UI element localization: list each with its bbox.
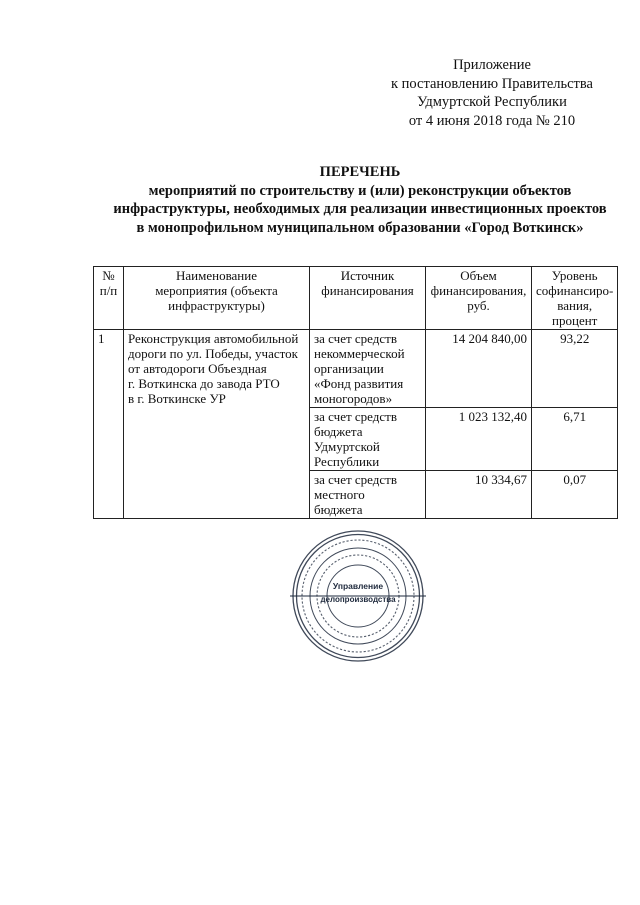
- official-seal-stamp: [290, 528, 426, 664]
- appendix-title: Приложение: [453, 57, 531, 73]
- row-num: 1: [94, 330, 124, 519]
- header-name-line: мероприятия (объекта: [155, 283, 278, 298]
- header-source: [310, 267, 426, 330]
- header-volume-line: Объем: [460, 268, 497, 283]
- funding-source-line: за счет средств: [314, 331, 397, 346]
- funding-volume-cell: 1 023 132,40: [426, 408, 532, 471]
- funding-source-cell: [310, 408, 426, 471]
- header-name-line: Наименование: [176, 268, 257, 283]
- measure-name-line: Реконструкция автомобильной: [128, 331, 299, 346]
- document-heading: [80, 163, 640, 237]
- measure-name-line: от автодороги Объездная: [128, 361, 267, 376]
- cofinancing-level-cell: 0,07: [532, 471, 618, 519]
- funding-volume-cell: 14 204 840,00: [426, 330, 532, 408]
- stamp-center-line2: делопроизводства: [320, 595, 396, 604]
- header-source-line: финансирования: [321, 283, 414, 298]
- document-title: ПЕРЕЧЕНЬ: [319, 164, 401, 180]
- document-subtitle-line2: инфраструктуры, необходимых для реализации инвестиционных проектов: [113, 201, 607, 217]
- header-volume: [426, 267, 532, 330]
- row-measure-name: [124, 330, 310, 519]
- measures-table: [93, 266, 618, 519]
- funding-source-line: местного: [314, 487, 365, 502]
- funding-source-line: «Фонд развития: [314, 376, 404, 391]
- table-row: [94, 330, 618, 408]
- header-volume-line: руб.: [467, 298, 490, 313]
- header-level-line: процент: [552, 313, 598, 328]
- table-header-row: [94, 267, 618, 330]
- cofinancing-level-cell: 6,71: [532, 408, 618, 471]
- header-level-line: вания,: [557, 298, 593, 313]
- measure-name-line: г. Воткинска до завода РТО: [128, 376, 280, 391]
- appendix-block: [372, 56, 612, 130]
- funding-volume-cell: 10 334,67: [426, 471, 532, 519]
- header-name-line: инфраструктуры): [168, 298, 265, 313]
- funding-source-cell: [310, 471, 426, 519]
- funding-source-line: Республики: [314, 454, 380, 469]
- funding-source-line: за счет средств: [314, 409, 397, 424]
- header-level-line: Уровень: [551, 268, 598, 283]
- measure-name-line: дороги по ул. Победы, участок: [128, 346, 298, 361]
- funding-source-line: Удмуртской: [314, 439, 380, 454]
- appendix-date: от 4 июня 2018 года № 210: [408, 112, 576, 129]
- funding-source-cell: [310, 330, 426, 408]
- appendix-decree: к постановлению Правительства: [391, 75, 593, 92]
- measure-name-line: в г. Воткинске УР: [128, 391, 226, 406]
- header-source-line: Источник: [340, 268, 395, 283]
- funding-source-line: бюджета: [314, 502, 363, 517]
- funding-source-line: бюджета: [314, 424, 363, 439]
- header-name: [124, 267, 310, 330]
- header-num-line: №: [102, 268, 115, 283]
- funding-source-line: за счет средств: [314, 472, 397, 487]
- header-volume-line: финансирования,: [430, 283, 527, 298]
- document-subtitle-line1: мероприятий по строительству и (или) реконструкции объектов: [148, 182, 572, 199]
- header-num: [94, 267, 124, 330]
- cofinancing-level-cell: 93,22: [532, 330, 618, 408]
- header-num-line: п/п: [99, 283, 118, 298]
- stamp-center-line1: Управление: [332, 581, 384, 591]
- funding-source-line: некоммерческой: [314, 346, 405, 361]
- funding-source-line: организации: [314, 361, 384, 376]
- document-subtitle-line3: в монопрофильном муниципальном образовании «Город Воткинск»: [136, 219, 584, 236]
- header-level: [532, 267, 618, 330]
- header-level-line: софинансиро-: [536, 283, 614, 298]
- funding-source-line: моногородов»: [314, 391, 393, 406]
- appendix-republic: Удмуртской Республики: [417, 94, 567, 110]
